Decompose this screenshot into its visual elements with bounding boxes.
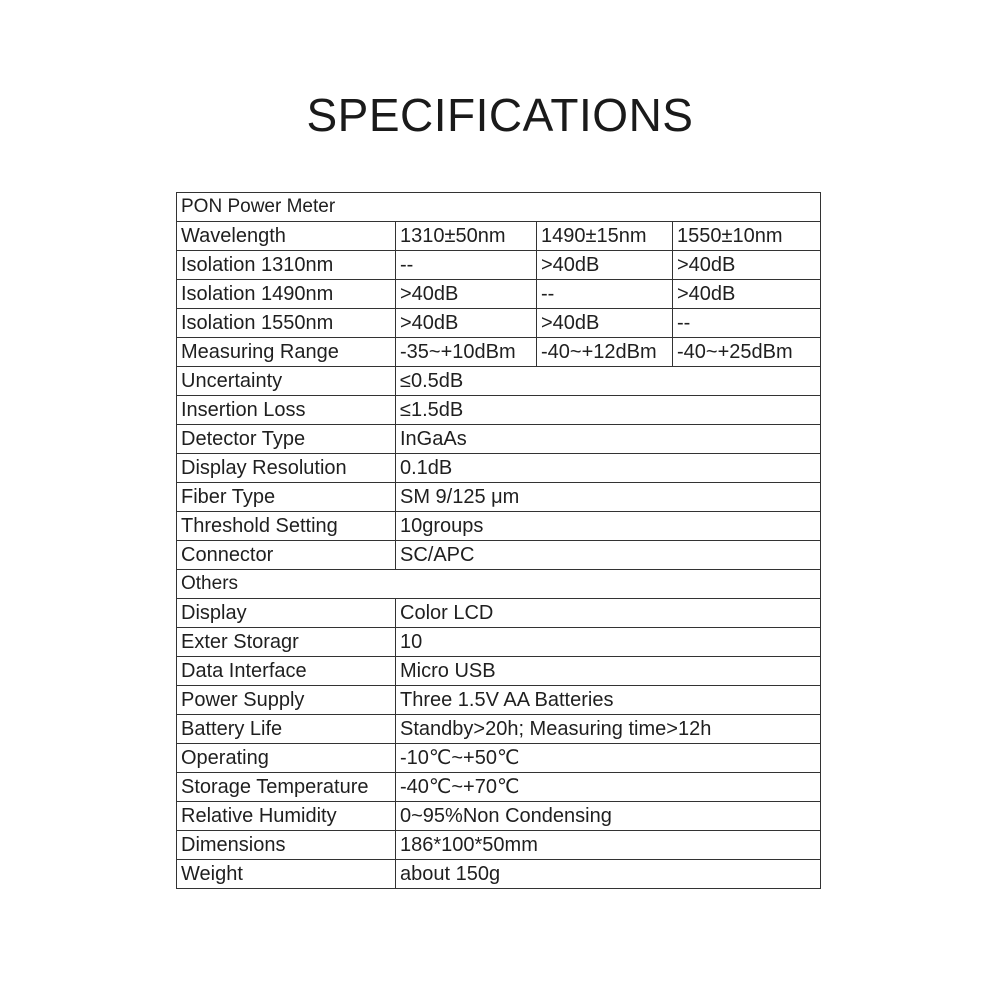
cell-value: -35~+10dBm bbox=[396, 338, 537, 367]
cell-value: >40dB bbox=[396, 309, 537, 338]
specifications-table bbox=[176, 192, 821, 889]
table-row-connector bbox=[177, 541, 821, 570]
row-label: Detector Type bbox=[177, 425, 396, 454]
cell-value: ≤1.5dB bbox=[396, 396, 821, 425]
table-row-fiber-type bbox=[177, 483, 821, 512]
row-label: Connector bbox=[177, 541, 396, 570]
table-row-insertion-loss bbox=[177, 396, 821, 425]
table-row-operating bbox=[177, 744, 821, 773]
row-label: Insertion Loss bbox=[177, 396, 396, 425]
row-label: Data Interface bbox=[177, 657, 396, 686]
table-row-data-interface bbox=[177, 657, 821, 686]
row-label: Relative Humidity bbox=[177, 802, 396, 831]
cell-value: 1490±15nm bbox=[537, 222, 673, 251]
row-label: Exter Storagr bbox=[177, 628, 396, 657]
row-label: Isolation 1490nm bbox=[177, 280, 396, 309]
cell-value: Standby>20h; Measuring time>12h bbox=[396, 715, 821, 744]
row-label: Storage Temperature bbox=[177, 773, 396, 802]
row-label: Fiber Type bbox=[177, 483, 396, 512]
cell-value: Micro USB bbox=[396, 657, 821, 686]
row-label: Display bbox=[177, 599, 396, 628]
table-row-detector-type bbox=[177, 425, 821, 454]
cell-value: -40~+25dBm bbox=[673, 338, 821, 367]
cell-value: SM 9/125 μm bbox=[396, 483, 821, 512]
row-label: Measuring Range bbox=[177, 338, 396, 367]
table-row-battery-life bbox=[177, 715, 821, 744]
table-row-wavelength bbox=[177, 222, 821, 251]
cell-value: about 150g bbox=[396, 860, 821, 889]
cell-value: -40~+12dBm bbox=[537, 338, 673, 367]
cell-value: 1310±50nm bbox=[396, 222, 537, 251]
cell-value: Color LCD bbox=[396, 599, 821, 628]
table-row-measuring-range bbox=[177, 338, 821, 367]
table-row-exter-storage bbox=[177, 628, 821, 657]
row-label: Operating bbox=[177, 744, 396, 773]
table-row-display bbox=[177, 599, 821, 628]
page-title: SPECIFICATIONS bbox=[306, 89, 694, 141]
row-label: Uncertainty bbox=[177, 367, 396, 396]
table-row-weight bbox=[177, 860, 821, 889]
row-label: Weight bbox=[177, 860, 396, 889]
table-row-threshold-setting bbox=[177, 512, 821, 541]
cell-value: 10 bbox=[396, 628, 821, 657]
cell-value: Three 1.5V AA Batteries bbox=[396, 686, 821, 715]
cell-value: 1550±10nm bbox=[673, 222, 821, 251]
row-label: Display Resolution bbox=[177, 454, 396, 483]
cell-value: -40℃~+70℃ bbox=[396, 773, 821, 802]
row-label: Power Supply bbox=[177, 686, 396, 715]
cell-value: >40dB bbox=[673, 280, 821, 309]
cell-value: >40dB bbox=[537, 251, 673, 280]
table-row-isolation-1550 bbox=[177, 309, 821, 338]
table-row-power-supply bbox=[177, 686, 821, 715]
cell-value: -- bbox=[537, 280, 673, 309]
row-label: Isolation 1310nm bbox=[177, 251, 396, 280]
table-row-relative-humidity bbox=[177, 802, 821, 831]
section-header-row bbox=[177, 570, 821, 599]
cell-value: 0.1dB bbox=[396, 454, 821, 483]
row-label: Dimensions bbox=[177, 831, 396, 860]
table-row-display-resolution bbox=[177, 454, 821, 483]
cell-value: -- bbox=[396, 251, 537, 280]
cell-value: -- bbox=[673, 309, 821, 338]
cell-value: >40dB bbox=[537, 309, 673, 338]
section-title-others: Others bbox=[177, 570, 821, 599]
cell-value: 186*100*50mm bbox=[396, 831, 821, 860]
cell-value: >40dB bbox=[673, 251, 821, 280]
cell-value: 10groups bbox=[396, 512, 821, 541]
row-label: Threshold Setting bbox=[177, 512, 396, 541]
table-row-uncertainty bbox=[177, 367, 821, 396]
cell-value: 0~95%Non Condensing bbox=[396, 802, 821, 831]
row-label: Isolation 1550nm bbox=[177, 309, 396, 338]
section-header-row bbox=[177, 193, 821, 222]
cell-value: SC/APC bbox=[396, 541, 821, 570]
section-title-pon-power-meter: PON Power Meter bbox=[177, 193, 821, 222]
row-label: Wavelength bbox=[177, 222, 396, 251]
table-row-isolation-1490 bbox=[177, 280, 821, 309]
cell-value: ≤0.5dB bbox=[396, 367, 821, 396]
table-row-isolation-1310 bbox=[177, 251, 821, 280]
cell-value: >40dB bbox=[396, 280, 537, 309]
table-row-storage-temperature bbox=[177, 773, 821, 802]
row-label: Battery Life bbox=[177, 715, 396, 744]
cell-value: InGaAs bbox=[396, 425, 821, 454]
table-row-dimensions bbox=[177, 831, 821, 860]
cell-value: -10℃~+50℃ bbox=[396, 744, 821, 773]
